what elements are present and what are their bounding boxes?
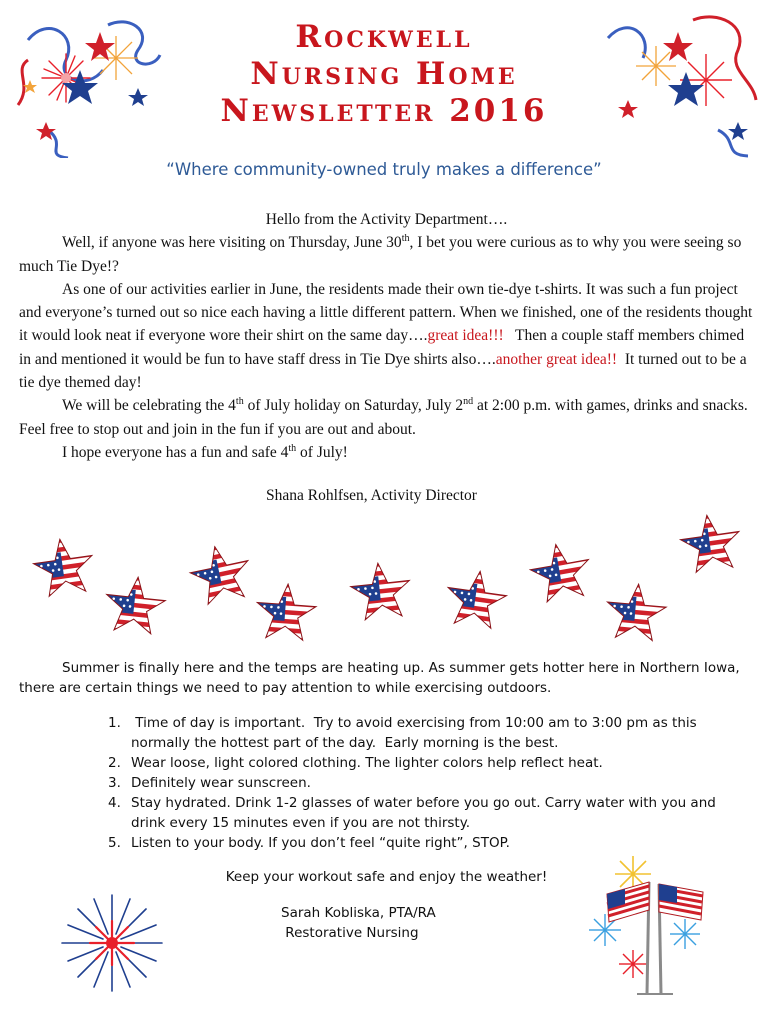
firework-burst-icon [52,885,172,1005]
activity-letter [19,208,760,508]
newsletter-title-line-3: Newsletter 2016 [220,93,548,129]
flag-star-icon [525,538,597,610]
flag-star-icon [101,573,169,641]
tagline: “Where community-owned truly makes a difference” [166,160,602,179]
flag-star-icon [676,510,746,580]
tip-item: 1. Time of day is important. Try to avoid exercising from 10:00 am to 3:00 pm as this normally the hottest part of the day. Early morning is the best. [108,715,701,751]
highlight-another-great-idea: another great idea!! [495,350,618,368]
tip-item: 2. Wear loose, light colored clothing. The lighter colors help reflect heat. [108,755,603,771]
flag-star-icon [602,580,669,647]
summer-intro: Summer is finally here and the temps are heating up. As summer gets hotter here in Northern Iowa, there are certain things we need to pay attention to while exercising outdoors. [19,660,740,696]
newsletter-title-line-2: Nursing Home [250,56,518,92]
letter-paragraph-3: We will be celebrating the 4th of July holiday on Saturday, July 2nd at 2:00 p.m. with games, drinks and snacks. Feel free to stop out and join in the fun if you are out and about. [19,396,760,438]
letter-paragraph-1: Well, if anyone was here visiting on Thursday, June 30th, I bet you were curious as to why you were seeing so much Tie Dye!? [19,233,742,275]
flag-star-icon [29,534,99,604]
letter-paragraph-2: As one of our activities earlier in June, the residents made their own tie-dye t-shirts. It was such a fun project and everyone’s turned out so nice each having a little different pattern. When we finished, one of the residents thought it would look neat if everyone wore their shirt on the same day….great idea!!! Then a couple staff members chimed in and mentioned it would be fun to have staff dress in Tie Dye shirts also….another great idea!! It turned out to be a tie dye themed day! [19,280,753,392]
closing-line: Keep your workout safe and enjoy the weather! [225,869,548,885]
flag-star-icon [184,539,258,613]
flag-star-icon [253,581,319,647]
tip-item: 5. Listen to your body. If you don’t feel “quite right”, STOP. [108,835,510,851]
flags-and-fireworks-icon [585,852,717,997]
tip-item: 4. Stay hydrated. Drink 1-2 glasses of water before you go out. Carry water with you and drink every 15 minutes even if you are not thirsty. [108,795,716,831]
flag-star-icon [441,566,511,636]
exercise-tips-list [19,713,754,853]
flag-star-icon [347,559,415,627]
newsletter-title-line-1: Rockwell [295,19,473,55]
highlight-great-idea: great idea!!! [427,327,504,345]
letter-signature: Shana Rohlfsen, Activity Director [266,487,477,505]
letter-greeting: Hello from the Activity Department…. [265,211,508,228]
tip-item: 3. Definitely wear sunscreen. [108,775,311,791]
signer-title: Restorative Nursing [281,925,419,941]
letter-paragraph-4: I hope everyone has a fun and safe 4th of July! [62,442,348,461]
signer-name: Sarah Kobliska, PTA/RA [281,905,436,921]
